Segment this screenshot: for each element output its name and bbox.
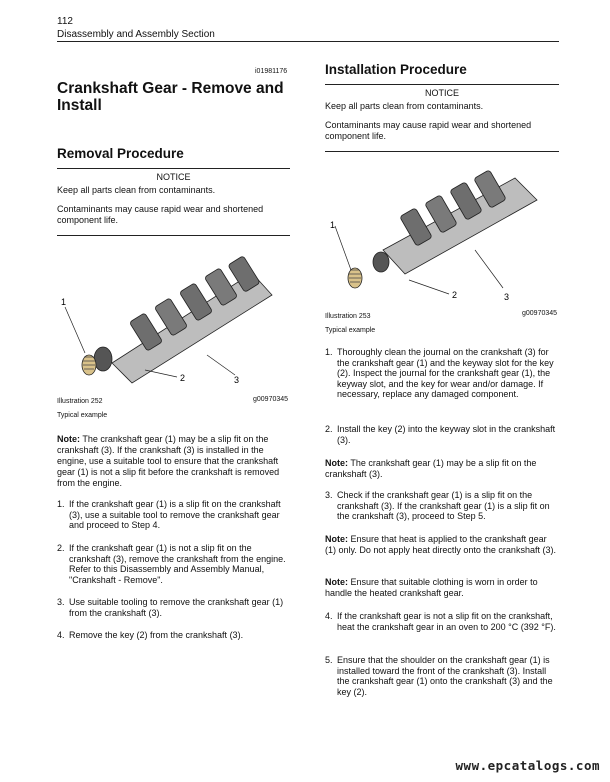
callout-1: 1 <box>330 220 336 230</box>
removal-notice <box>57 168 290 236</box>
install-step-5 <box>325 655 559 699</box>
removal-note <box>57 434 290 489</box>
crankshaft-illustration <box>57 255 287 395</box>
note-text: The crankshaft gear (1) may be a slip fit on the crankshaft (3). <box>325 458 537 479</box>
note-text: Ensure that heat is applied to the crankshaft gear (1) only. Do not apply heat directly onto the crankshaft (3). <box>325 534 556 555</box>
notice-text: Keep all parts clean from contaminants. <box>325 101 484 111</box>
page-number: 112 <box>57 16 73 27</box>
step-text: If the crankshaft gear (1) is a slip fit on the crankshaft (3), use a suitable tool to remove the crankshaft gear and proceed to Step 4. <box>69 499 281 530</box>
installation-heading: Installation Procedure <box>325 62 467 77</box>
removal-step-4 <box>57 630 290 642</box>
step-number: 1. <box>325 347 333 357</box>
removal-step-2 <box>57 543 290 587</box>
step-number: 1. <box>57 499 65 509</box>
watermark: www.epcatalogs.com <box>455 758 600 773</box>
install-step-3 <box>325 490 559 522</box>
section-title: Disassembly and Assembly Section <box>57 29 215 40</box>
step-text: Thoroughly clean the journal on the crankshaft (3) for the crankshaft gear (1) and the keyway slot for the key (2). Inspect the journal for the crankshaft gear (1), the keyway slot, and the key for wear and/or damage. If necessary, replace any damaged component. <box>337 347 554 399</box>
note-label: Note: <box>57 434 80 444</box>
header-rule <box>57 41 559 42</box>
illustration-caption: Typical example <box>57 412 108 419</box>
page-title: Crankshaft Gear - Remove and Install <box>57 80 284 114</box>
step-number: 4. <box>57 630 65 640</box>
notice-text: Contaminants may cause rapid wear and shortened component life. <box>325 120 532 141</box>
step-text: If the crankshaft gear is not a slip fit on the crankshaft, heat the crankshaft gear in an oven to 200 °C (392 °F). <box>337 611 556 632</box>
callout-2: 2 <box>452 290 458 300</box>
removal-heading: Removal Procedure <box>57 146 184 161</box>
notice-title: NOTICE <box>424 88 459 98</box>
step-number: 2. <box>325 424 333 434</box>
step-number: 5. <box>325 655 333 665</box>
step-text: Install the key (2) into the keyway slot in the crankshaft (3). <box>337 424 556 445</box>
step-text: Ensure that the shoulder on the crankshaft gear (1) is installed toward the front of the crankshaft (3). Install the crankshaft gear (1) onto the crankshaft (3) and the key (2). <box>337 655 553 697</box>
installation-notice <box>325 84 559 152</box>
illustration-code: g00970345 <box>253 396 289 403</box>
step-number: 3. <box>57 597 65 607</box>
illustration-label: Illustration 253 <box>325 313 371 320</box>
illustration-caption: Typical example <box>325 327 376 334</box>
step-number: 4. <box>325 611 333 621</box>
install-note-3 <box>325 577 559 599</box>
install-step-4 <box>325 611 559 643</box>
install-step-2 <box>325 424 559 446</box>
crankshaft-illustration <box>325 170 559 306</box>
illustration-code: g00970345 <box>522 310 558 317</box>
step-text: Remove the key (2) from the crankshaft (3). <box>69 630 244 640</box>
notice-text: Keep all parts clean from contaminants. <box>57 185 216 195</box>
step-text: Check if the crankshaft gear (1) is a slip fit on the crankshaft (3). If the crankshaft gear (1) is a slip fit on the crankshaft (3), proceed to Step 5. <box>337 490 550 521</box>
removal-step-3 <box>57 597 290 619</box>
note-label: Note: <box>325 458 348 468</box>
note-label: Note: <box>325 577 348 587</box>
step-number: 2. <box>57 543 65 553</box>
removal-step-1 <box>57 499 290 531</box>
step-text: Use suitable tooling to remove the crankshaft gear (1) from the crankshaft (3). <box>69 597 284 618</box>
note-text: Ensure that suitable clothing is worn in order to handle the heated crankshaft gear. <box>325 577 538 598</box>
note-text: The crankshaft gear (1) may be a slip fit on the crankshaft (3). If the crankshaft (3) is installed in the engine, use a suitable tool to ensure that the crankshaft gear (1) is not a slip fit before the crankshaft is removed from the engine. <box>57 434 280 488</box>
step-number: 3. <box>325 490 333 500</box>
callout-2: 2 <box>180 373 186 383</box>
illustration-label: Illustration 252 <box>57 398 103 405</box>
notice-text: Contaminants may cause rapid wear and shortened component life. <box>57 204 264 225</box>
callout-3: 3 <box>234 375 240 385</box>
callout-1: 1 <box>61 297 67 307</box>
notice-title: NOTICE <box>156 172 191 182</box>
document-id: i01981176 <box>255 68 288 75</box>
install-note-2 <box>325 534 559 556</box>
step-text: If the crankshaft gear (1) is not a slip fit on the crankshaft (3), remove the crankshaft from the engine. Refer to this Disassembly and Assembly Manual, "Crankshaft - Remove". <box>69 543 286 585</box>
install-note-1 <box>325 458 559 480</box>
install-step-1 <box>325 347 559 413</box>
callout-3: 3 <box>504 292 510 302</box>
note-label: Note: <box>325 534 348 544</box>
